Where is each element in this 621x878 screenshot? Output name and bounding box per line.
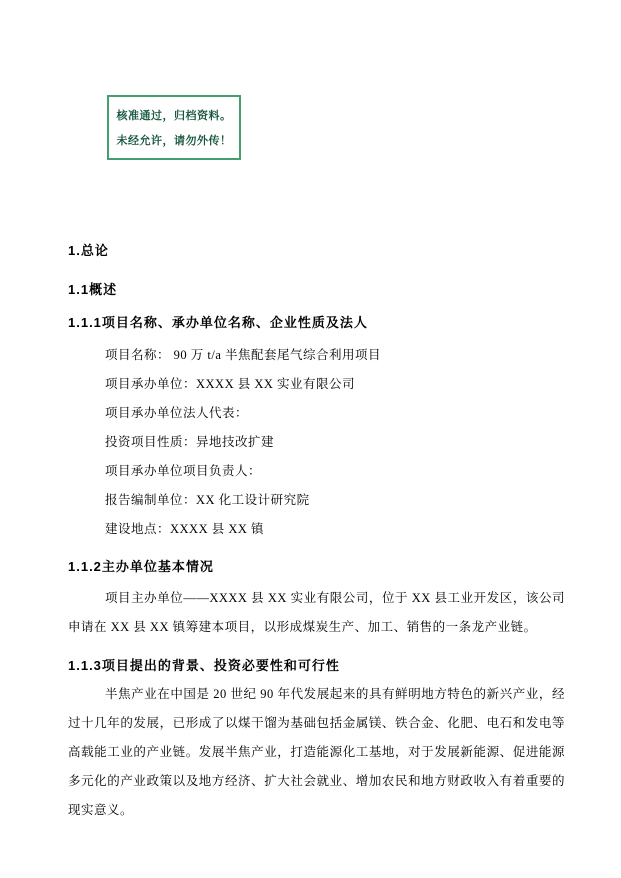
field-project-leader: 项目承办单位项目负责人： — [105, 464, 262, 478]
heading-project-names: 1.1.1项目名称、承办单位名称、企业性质及法人 — [68, 315, 368, 330]
paragraph-organizer: 项目主办单位——XXXX 县 XX 实业有限公司，位于 XX 县工业开发区，该公司申请在 XX 县 XX 镇筹建本项目，以形成煤炭生产、加工、销售的一条龙产业链。 — [68, 591, 565, 634]
stamp-line-2: 未经允许，请勿外传！ — [116, 135, 232, 148]
heading-background-feasibility: 1.1.3项目提出的背景、投资必要性和可行性 — [68, 658, 340, 673]
paragraph-background: 半焦产业在中国是 20 世纪 90 年代发展起来的具有鲜明地方特色的新兴产业，经过十几年的发展，已形成了以煤干馏为基础包括金属镁、铁合金、化肥、电石和发电等高载能工业的产业链。发展半焦产业，打造能源化工基地，对于发展新能源、促进能源多元化的产业政策以及地方经济、扩大社会就业、增加农民和地方财政收入有着重要的现实意义。 — [68, 687, 565, 817]
stamp-line-1: 核准通过，归档资料。 — [116, 109, 232, 122]
approval-stamp — [107, 95, 241, 160]
field-undertaking-unit: 项目承办单位：XXXX 县 XX 实业有限公司 — [105, 377, 356, 391]
field-project-name: 项目名称： 90 万 t/a 半焦配套尾气综合利用项目 — [105, 348, 381, 362]
field-construction-site: 建设地点：XXXX 县 XX 镇 — [105, 522, 265, 536]
heading-general: 1.总论 — [68, 243, 109, 258]
field-report-compiler: 报告编制单位：XX 化工设计研究院 — [105, 493, 310, 507]
field-project-nature: 投资项目性质：异地技改扩建 — [105, 435, 275, 449]
heading-overview: 1.1概述 — [68, 282, 118, 297]
heading-organizer-basics: 1.1.2主办单位基本情况 — [68, 559, 214, 574]
field-legal-representative: 项目承办单位法人代表： — [105, 406, 249, 420]
document-body — [68, 244, 565, 825]
project-info-list — [68, 341, 565, 544]
